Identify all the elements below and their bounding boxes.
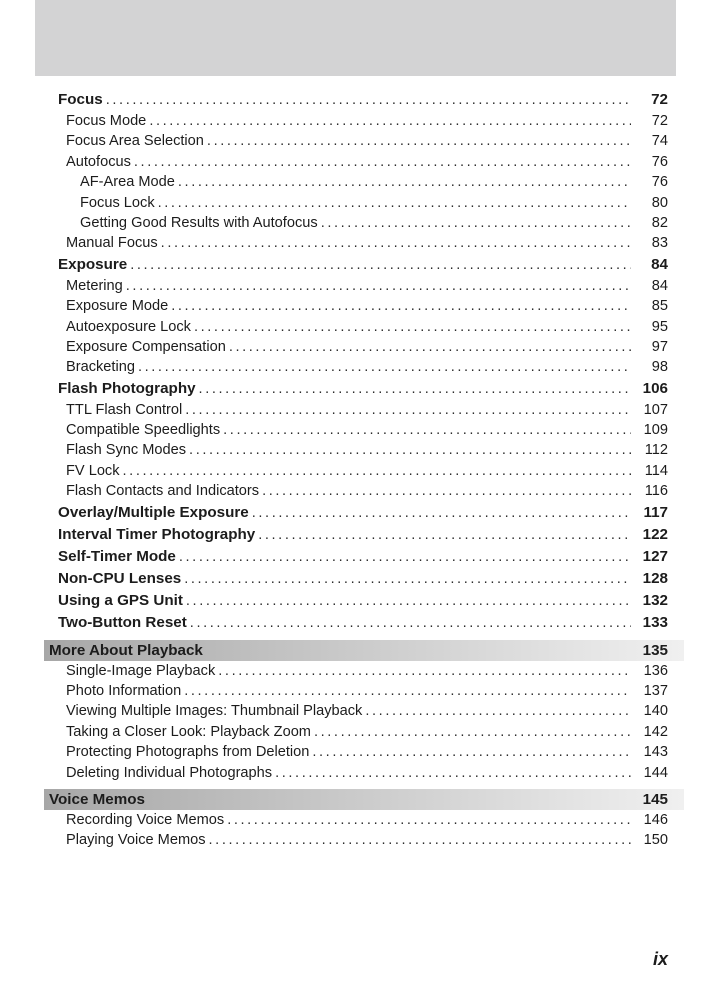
- dot-leader: [275, 765, 631, 781]
- toc-entry-label: Focus Lock: [80, 194, 155, 211]
- toc-entry-label: Focus: [58, 91, 103, 108]
- toc-entry-page-number: 109: [643, 422, 668, 439]
- toc-entry-page-number: 84: [651, 277, 668, 294]
- toc-entry-label: Autoexposure Lock: [66, 318, 191, 335]
- toc-entry-page-number: 137: [643, 683, 668, 700]
- toc-entry-label: Exposure Mode: [66, 298, 169, 315]
- toc-entry-label: Autofocus: [66, 153, 131, 170]
- dot-leader: [179, 548, 631, 565]
- toc-entry: [44, 812, 684, 832]
- toc-entry: [44, 380, 684, 402]
- toc-entry: [44, 359, 684, 379]
- toc-entry-page-number: 83: [651, 235, 668, 252]
- toc-entry-label: Using a GPS Unit: [58, 591, 183, 609]
- footer-page-number: ix: [652, 949, 668, 969]
- toc-entry-page-number: 84: [651, 255, 668, 273]
- toc-entry-page-number: 127: [642, 547, 668, 565]
- dot-leader: [194, 319, 631, 335]
- toc-entry-page-number: 76: [651, 153, 668, 170]
- toc-entry-label: Getting Good Results with Autofocus: [80, 214, 318, 231]
- dot-leader: [171, 298, 631, 314]
- dot-leader: [229, 339, 631, 355]
- toc-entry: [44, 570, 684, 592]
- toc-entry-page-number: 150: [643, 832, 668, 849]
- toc-entry: [44, 235, 684, 255]
- dot-leader: [130, 256, 631, 273]
- toc-entry-page-number: 76: [651, 174, 668, 191]
- toc-entry-label: Protecting Photographs from Deletion: [66, 744, 310, 761]
- toc-entry-page-number: 145: [642, 790, 668, 808]
- dot-leader: [227, 812, 631, 828]
- toc-entry: [44, 174, 684, 194]
- toc-entry-page-number: 133: [642, 613, 668, 631]
- toc-entry-label: Overlay/Multiple Exposure: [58, 503, 249, 521]
- toc-entry-label: FV Lock: [66, 462, 120, 479]
- toc-entry-page-number: 95: [651, 318, 668, 335]
- dot-leader: [365, 703, 631, 719]
- toc-entry: [44, 548, 684, 570]
- dot-leader: [161, 235, 631, 251]
- toc-entry-page-number: 82: [651, 214, 668, 231]
- dot-leader: [189, 442, 631, 458]
- toc-entry-page-number: 74: [651, 133, 668, 150]
- toc-entry-label: Non-CPU Lenses: [58, 569, 182, 587]
- toc-entry-page-number: 122: [642, 525, 668, 543]
- toc-entry: [44, 832, 684, 852]
- toc-entry-page-number: 116: [644, 483, 668, 500]
- toc-entry-page-number: 146: [643, 811, 668, 828]
- dot-leader: [190, 614, 631, 631]
- toc-entry: [44, 278, 684, 298]
- toc-entry: [44, 526, 684, 548]
- dot-leader: [209, 832, 631, 848]
- toc-entry-page-number: 98: [651, 359, 668, 376]
- toc-entry-page-number: 135: [642, 641, 668, 659]
- dot-leader: [314, 724, 631, 740]
- dot-leader: [184, 683, 631, 699]
- dot-leader: [184, 570, 631, 587]
- toc-entry-label: Deleting Individual Photographs: [66, 764, 273, 781]
- toc-entry-page-number: 107: [643, 401, 668, 418]
- toc-entry: [44, 724, 684, 744]
- dot-leader: [134, 154, 631, 170]
- toc-entry-label: Flash Photography: [58, 379, 196, 397]
- toc-entry: [44, 504, 684, 526]
- dot-leader: [149, 113, 631, 129]
- dot-leader: [207, 133, 631, 149]
- toc-entry: [44, 215, 684, 235]
- toc-entry: [44, 133, 684, 153]
- toc-entry: [44, 744, 684, 764]
- dot-leader: [258, 526, 631, 543]
- toc-entry: [44, 483, 684, 503]
- toc-entry: [44, 91, 684, 113]
- toc-entry-label: Viewing Multiple Images: Thumbnail Playback: [66, 703, 363, 720]
- toc-entry-label: More About Playback: [49, 641, 203, 659]
- toc-entry-label: TTL Flash Control: [66, 401, 183, 418]
- toc-entry: [44, 703, 684, 723]
- toc-entry-page-number: 132: [642, 591, 668, 609]
- toc-entry-label: Photo Information: [66, 683, 182, 700]
- toc-entry-page-number: 72: [651, 113, 668, 129]
- toc-entry: [44, 113, 684, 133]
- toc-entry: [44, 154, 684, 174]
- dot-leader: [199, 380, 631, 397]
- dot-leader: [262, 483, 631, 499]
- toc-entry: [44, 256, 684, 278]
- dot-leader: [123, 463, 631, 479]
- toc-entry-label: Manual Focus: [66, 235, 158, 252]
- toc-entry-label: AF-Area Mode: [80, 174, 175, 191]
- toc-entry-page-number: 136: [643, 662, 668, 679]
- page-footer: [653, 949, 668, 970]
- toc-entry-label: Metering: [66, 277, 123, 294]
- dot-leader: [218, 663, 631, 679]
- toc-entry-label: Exposure: [58, 255, 128, 273]
- dot-leader: [312, 744, 631, 760]
- toc-entry: [44, 339, 684, 359]
- toc-entry-page-number: 117: [643, 503, 668, 521]
- toc-entry-label: Focus Area Selection: [66, 133, 204, 150]
- toc-entry-label: Recording Voice Memos: [66, 811, 225, 828]
- toc-entry: [44, 442, 684, 462]
- toc-entry: [44, 765, 684, 785]
- toc-entry-label: Single-Image Playback: [66, 662, 216, 679]
- toc-entry-label: Flash Sync Modes: [66, 442, 187, 459]
- toc-entry-page-number: 106: [642, 379, 668, 397]
- toc-entry-page-number: 142: [643, 723, 668, 740]
- header-band: [35, 0, 676, 76]
- dot-leader: [138, 359, 631, 375]
- toc-entry: [44, 195, 684, 215]
- toc-entry: [44, 683, 684, 703]
- toc-entry-page-number: 72: [651, 91, 668, 108]
- toc-entry-page-number: 80: [651, 194, 668, 211]
- toc-entry-label: Flash Contacts and Indicators: [66, 483, 260, 500]
- toc-entry-page-number: 114: [644, 462, 668, 479]
- toc-section-bar: [44, 789, 684, 810]
- toc-entry-label: Voice Memos: [49, 790, 145, 808]
- toc-entry: [44, 319, 684, 339]
- dot-leader: [178, 174, 631, 190]
- toc-entry: [44, 592, 684, 614]
- toc-entry: [44, 422, 684, 442]
- toc-entry-page-number: 112: [644, 442, 668, 459]
- dot-leader: [126, 278, 631, 294]
- toc-entry-label: Bracketing: [66, 359, 135, 376]
- dot-leader: [321, 215, 631, 231]
- table-of-contents: [44, 91, 684, 853]
- toc-entry-page-number: 85: [651, 298, 668, 315]
- toc-entry-label: Interval Timer Photography: [58, 525, 256, 543]
- dot-leader: [223, 422, 631, 438]
- dot-leader: [185, 402, 631, 418]
- toc-entry: [44, 663, 684, 683]
- dot-leader: [252, 504, 631, 521]
- toc-entry: [44, 402, 684, 422]
- toc-entry-page-number: 140: [643, 703, 668, 720]
- toc-entry: [44, 463, 684, 483]
- toc-entry-page-number: 143: [643, 744, 668, 761]
- toc-entry-label: Focus Mode: [66, 113, 147, 129]
- toc-entry: [44, 614, 684, 636]
- toc-entry-label: Two-Button Reset: [58, 613, 187, 631]
- toc-entry: [44, 298, 684, 318]
- toc-entry-label: Self-Timer Mode: [58, 547, 176, 565]
- dot-leader: [186, 592, 631, 609]
- toc-entry-page-number: 144: [643, 764, 668, 781]
- toc-entry-label: Taking a Closer Look: Playback Zoom: [66, 723, 311, 740]
- dot-leader: [106, 91, 631, 108]
- toc-entry-page-number: 128: [642, 569, 668, 587]
- toc-section-bar: [44, 640, 684, 661]
- toc-entry-page-number: 97: [651, 338, 668, 355]
- toc-entry-label: Playing Voice Memos: [66, 832, 206, 849]
- toc-entry-label: Compatible Speedlights: [66, 422, 221, 439]
- dot-leader: [158, 195, 631, 211]
- toc-entry-label: Exposure Compensation: [66, 338, 226, 355]
